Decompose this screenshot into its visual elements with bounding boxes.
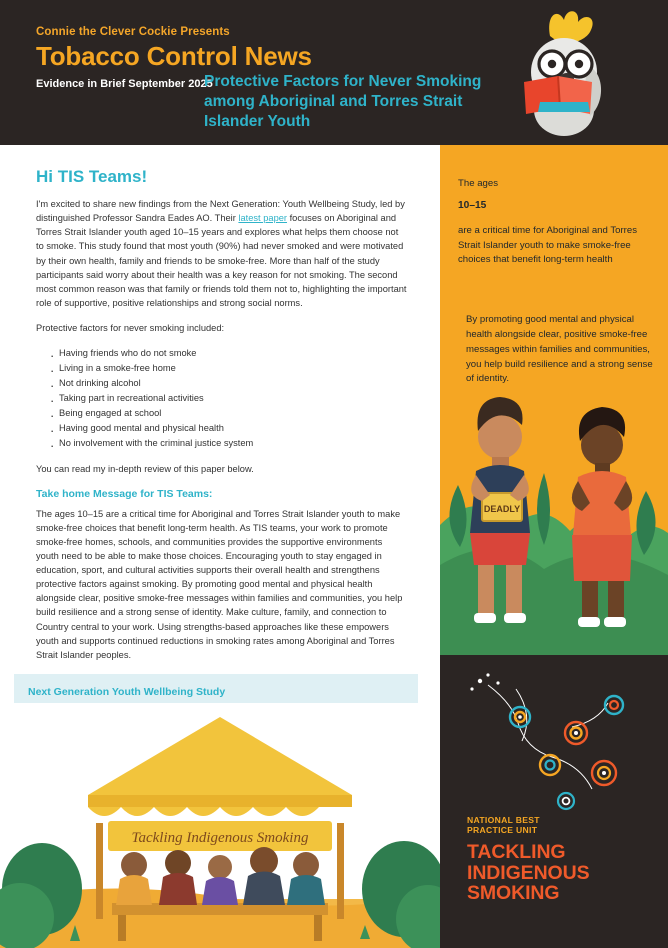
list-item: · Living in a smoke-free home [50, 361, 407, 376]
pull-quote-two: By promoting good mental and physical health alongside clear, positive smoke-free messages within families and communities, you help build resilience and a strong sense of identity. [466, 314, 653, 385]
takehome-body: The ages 10–15 are a critical time for Aboriginal and Torres Strait Islander youth to make smoke-free choices that benefit long-term health. As TIS teams, your work to promote smoke-free homes, schools, and communities provides the supportive environments youth need to be able to make those choices. Encouraging youth to stay engaged in education, sport, and cultural activities supports their overall health and strengthens protective factors against smoking. By promoting good mental and physical health alongside clear, positive smoke-free messages within families and communities, you help build resilience and a strong sense of identity. Make culture, family, and connection to Country central to your work. Using strengths-based approaches like these empowers youth and supports continued reductions in smoking rates among Aboriginal and Torres Strait Islander peoples. [36, 508, 403, 660]
logo-unit-line-1: NATIONAL BEST [467, 815, 540, 826]
sidebar-quote-panel [440, 145, 668, 655]
sidebar-logo-panel [440, 655, 668, 948]
page-header [0, 0, 668, 145]
masthead-title: Tobacco Control News [36, 41, 312, 71]
cockatoo-reading-book-icon [480, 6, 650, 145]
protective-factors-list [36, 346, 407, 451]
tackling-indigenous-smoking-marquee-illustration [0, 703, 440, 948]
intro-text-part1: I'm excited to share new findings from the Next Generation: Youth Wellbeing Study, led by distinguished Professor Sandra Eades AO. Their [36, 199, 405, 224]
header-subtitle-row [36, 73, 482, 130]
page-title: Hi TIS Teams! [36, 167, 148, 186]
dot-painting-art [454, 669, 654, 819]
list-item: · No involvement with the criminal justice system [50, 436, 407, 451]
pull-quote-one [458, 177, 654, 268]
presenter-line: Connie the Clever Cockie Presents [36, 26, 230, 38]
list-item: · Having friends who do not smoke [50, 346, 407, 361]
pull-quote-lead: The ages [458, 178, 499, 189]
pull-quote-ages: 10–15 [458, 199, 487, 211]
list-item: · Having good mental and physical health [50, 421, 407, 436]
article-subtitle: Protective Factors for Never Smoking among Aboriginal and Torres Strait Islander Youth [204, 73, 482, 130]
logo-word-smoking: SMOKING [467, 882, 560, 905]
tis-logo [467, 815, 647, 904]
list-item: · Taking part in recreational activities [50, 391, 407, 406]
protective-factors-lead: Protective factors for never smoking included: [36, 323, 225, 333]
marquee-banner-text: Tackling Indigenous Smoking [131, 830, 309, 846]
latest-paper-link[interactable]: latest paper [238, 213, 288, 224]
review-note: You can read my in-depth review of this paper below. [36, 464, 254, 475]
two-youth-characters-illustration [440, 365, 668, 655]
main-content-column [0, 145, 440, 948]
list-item: · Being engaged at school [50, 406, 407, 421]
takehome-heading: Take home Message for TIS Teams: [36, 487, 213, 500]
shirt-sign-text: DEADLY [483, 504, 521, 514]
sidebar-column [440, 145, 668, 948]
header-text-block [36, 26, 482, 130]
evidence-in-brief-label: Evidence in Brief September 2025 [36, 78, 213, 91]
article-body [0, 145, 440, 662]
intro-paragraph [36, 197, 407, 310]
logo-word-indigenous: INDIGENOUS [467, 861, 590, 884]
pull-quote-rest: are a critical time for Aboriginal and Torres Strait Islander youth to make smoke-free choices that benefit long-term health [458, 224, 637, 266]
study-box-heading: Next Generation Youth Wellbeing Study [28, 685, 226, 698]
list-item: · Not drinking alcohol [50, 376, 407, 391]
logo-unit-line-2: PRACTICE UNIT [467, 824, 538, 835]
logo-word-tackling: TACKLING [467, 841, 566, 864]
intro-text-part2: focuses on Aboriginal and Torres Strait Islander youth aged 10–15 years and explores what helps them choose not to smoke. This study found that most youth (90%) had never smoked and were motivated by their own health, family and friends to be smoke-free. More than half of the study participants said worry about their health was a key reason for not smoking. The second most common reason was that family or friends told them not to, highlighting the important role of supportive, positive relationships and strong social norms. [36, 213, 407, 308]
